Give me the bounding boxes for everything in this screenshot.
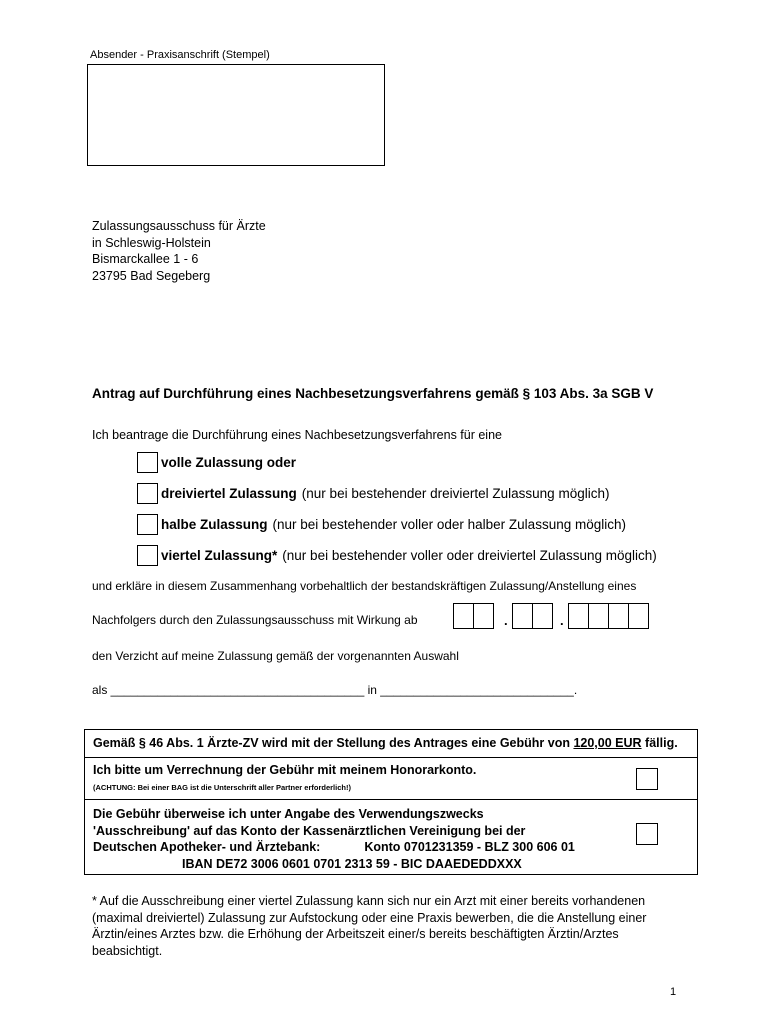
fee-option-transfer [85,799,697,874]
footnote [92,893,702,959]
checkbox-fee-offset[interactable] [636,768,658,790]
intro-text: Ich beantrage die Durchführung eines Nachbesetzungsverfahrens für eine [92,428,502,442]
checkbox-half[interactable] [137,514,158,535]
fee-amount: 120,00 EUR [573,736,642,750]
option-half-label: halbe Zulassung [161,517,268,532]
recipient-line-3: Bismarckallee 1 - 6 [92,252,199,266]
footnote-line-4: beabsichtigt. [92,943,163,958]
recipient-line-4: 23795 Bad Segeberg [92,268,211,283]
checkbox-fee-transfer[interactable] [636,823,658,845]
date-month-digit-1[interactable] [512,603,533,629]
option-three-quarter-label: dreiviertel Zulassung [161,486,297,501]
declaration-line-4[interactable]: als ______________________________________ in _____________________________. [92,683,578,697]
page-number: 1 [670,986,677,998]
date-separator-1: . [504,613,508,628]
option-full [137,452,296,473]
date-separator-2: . [560,613,564,628]
fee-header [85,730,697,757]
fee-transfer-bank: Deutschen Apotheker- und Ärztebank: [93,840,321,854]
recipient-address [92,218,266,284]
fee-table [84,729,698,875]
checkbox-full[interactable] [137,452,158,473]
option-quarter-note: (nur bei bestehender voller oder dreiviertel Zulassung möglich) [282,548,657,563]
date-month-digit-2[interactable] [532,603,553,629]
declaration-line-3: den Verzicht auf meine Zulassung gemäß der vorgenannten Auswahl [92,649,459,663]
date-year-digit-3[interactable] [608,603,629,629]
fee-transfer-line-2: 'Ausschreibung' auf das Konto der Kassenärztlichen Vereinigung bei der [93,823,526,838]
date-year-digit-1[interactable] [568,603,589,629]
date-day-digit-2[interactable] [473,603,494,629]
declaration-line-2: Nachfolgers durch den Zulassungsausschuss mit Wirkung ab [92,613,418,627]
recipient-line-1: Zulassungsausschuss für Ärzte [92,219,266,233]
fee-option-offset-note: (ACHTUNG: Bei einer BAG ist die Unterschrift aller Partner erforderlich!) [93,783,351,792]
option-three-quarter [137,483,609,504]
date-day-digit-1[interactable] [453,603,474,629]
date-year-field[interactable] [568,603,648,629]
footnote-line-2: (maximal dreiviertel) Zulassung zur Aufstockung oder eine Praxis bewerben, die die Anstellung einer [92,910,647,925]
option-quarter [137,545,657,566]
option-full-label: volle Zulassung oder [161,455,297,470]
sender-label: Absender - Praxisanschrift (Stempel) [90,49,270,61]
document-title: Antrag auf Durchführung eines Nachbesetzungsverfahrens gemäß § 103 Abs. 3a SGB V [92,386,654,401]
option-half-note: (nur bei bestehender voller oder halber Zulassung möglich) [272,517,626,532]
fee-header-suffix: fällig. [645,736,678,750]
declaration-line-1: und erkläre in diesem Zusammenhang vorbehaltlich der bestandskräftigen Zulassung/Anstellung eines [92,579,637,593]
footnote-line-3: Ärztin/eines Arztes bzw. die Erhöhung der Arbeitszeit einer/s bereits beschäftigten Ärztin/Arztes [92,927,619,941]
option-half [137,514,626,535]
date-day-field[interactable] [453,603,493,629]
date-month-field[interactable] [512,603,552,629]
fee-transfer-line-1: Die Gebühr überweise ich unter Angabe des Verwendungszwecks [93,807,484,821]
date-year-digit-4[interactable] [628,603,649,629]
fee-transfer-konto: Konto 0701231359 - BLZ 300 606 01 [364,840,575,854]
checkbox-three-quarter[interactable] [137,483,158,504]
option-three-quarter-note: (nur bei bestehender dreiviertel Zulassung möglich) [301,486,610,501]
recipient-line-2: in Schleswig-Holstein [92,235,211,250]
fee-option-offset-label: Ich bitte um Verrechnung der Gebühr mit meinem Honorarkonto. [93,763,477,777]
fee-option-offset [85,757,697,799]
footnote-line-1: * Auf die Ausschreibung einer viertel Zulassung kann sich nur ein Arzt mit einer bereits vorhandenen [92,894,646,908]
checkbox-quarter[interactable] [137,545,158,566]
date-year-digit-2[interactable] [588,603,609,629]
fee-header-text: Gemäß § 46 Abs. 1 Ärzte-ZV wird mit der Stellung des Antrages eine Gebühr von [93,736,570,750]
fee-transfer-iban: IBAN DE72 3006 0601 0701 2313 59 - BIC DAAEDEDDXXX [182,856,522,871]
fee-transfer-line-3 [93,839,697,856]
option-quarter-label: viertel Zulassung* [161,548,278,563]
sender-stamp-box[interactable] [87,64,385,166]
